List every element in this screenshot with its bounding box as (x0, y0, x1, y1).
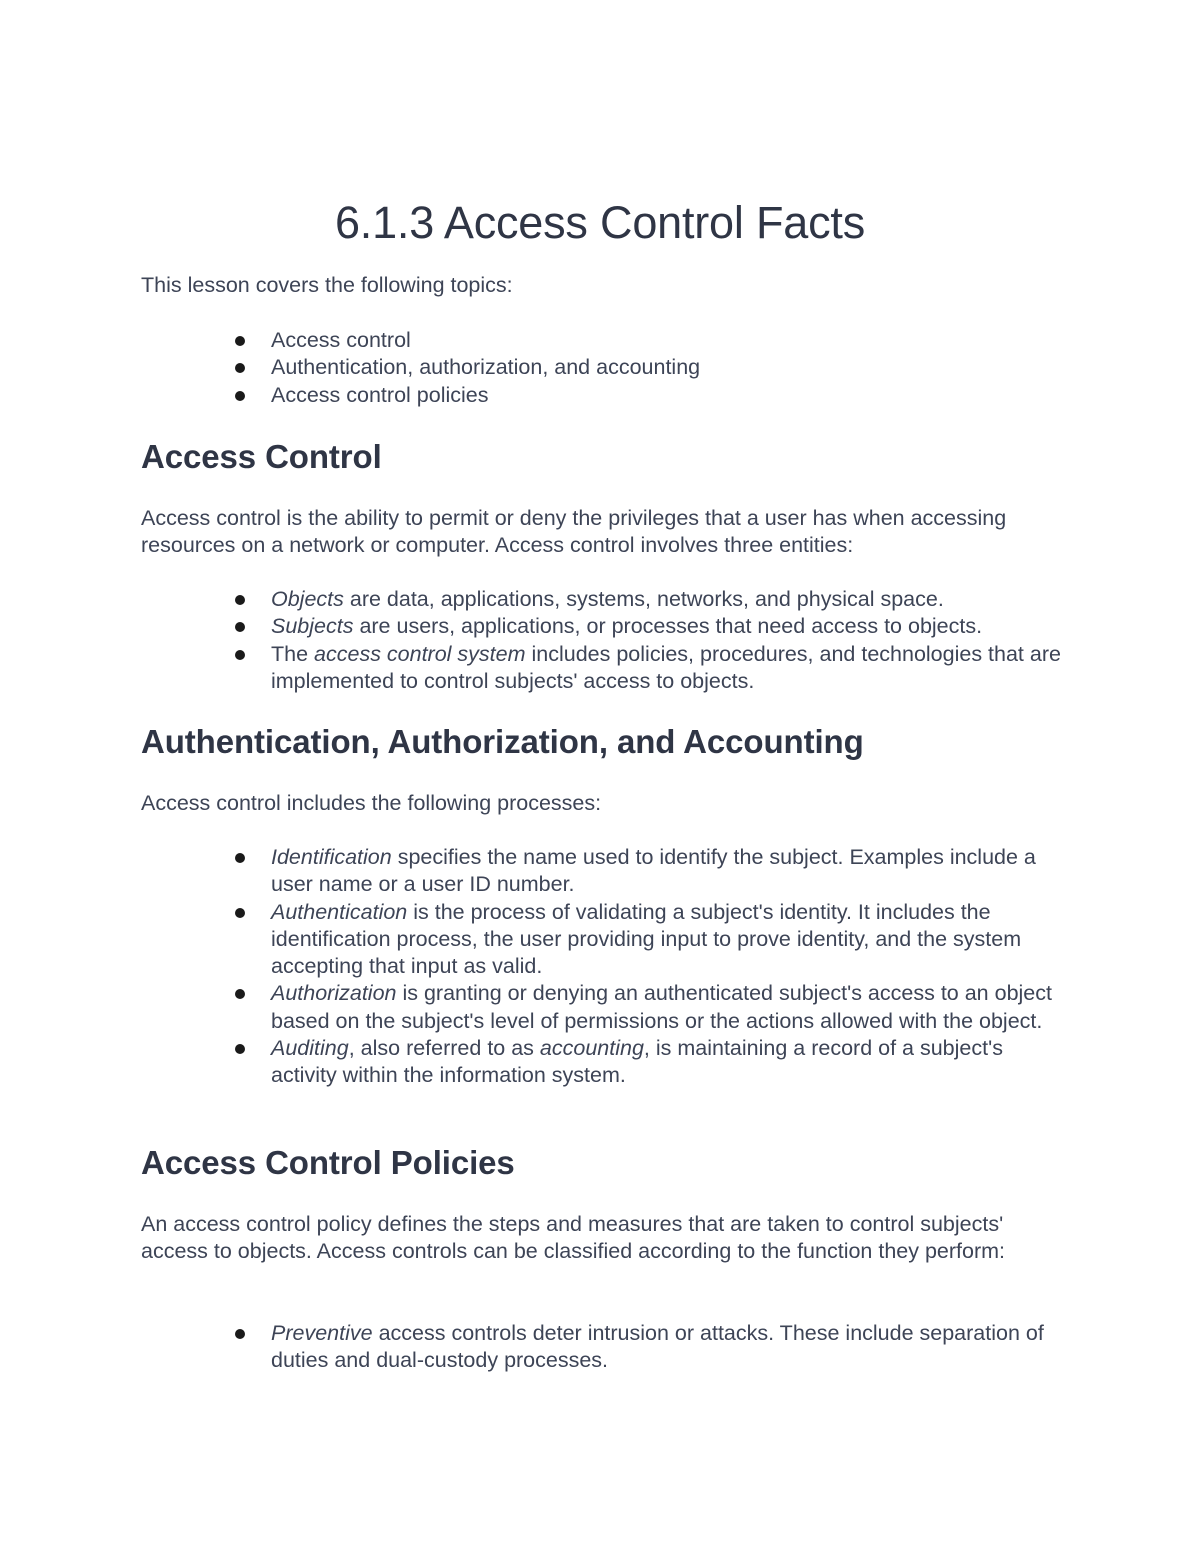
list-item: Authorization is granting or denying an authenticated subject's access to an object based on the subject's level of permissions or the actions allowed with the object. (141, 980, 1066, 1035)
entities-list (141, 586, 1066, 695)
section-heading-access-control: Access Control (141, 438, 382, 475)
term: Authentication (271, 899, 408, 924)
section-paragraph: Access control includes the following processes: (141, 791, 602, 815)
bullet-icon (235, 363, 245, 373)
section-heading-policies: Access Control Policies (141, 1144, 515, 1181)
section-paragraph: An access control policy defines the steps and measures that are taken to control subjects' access to objects. Access controls can be classified according to the function they perform: (141, 1212, 1006, 1264)
list-item: Objects are data, applications, systems, networks, and physical space. (141, 586, 1066, 613)
controls-list (141, 1320, 1066, 1375)
list-item: Auditing, also referred to as accounting, is maintaining a record of a subject's activity within the information system. (141, 1035, 1066, 1090)
term: Preventive (271, 1321, 373, 1345)
bullet-icon (235, 622, 245, 632)
bullet-icon (235, 391, 245, 401)
bullet-icon (235, 853, 245, 863)
list-item: Subjects are users, applications, or processes that need access to objects. (141, 613, 1066, 640)
list-item: Access control (141, 327, 1066, 354)
intro-text: This lesson covers the following topics: (141, 273, 513, 297)
topics-list (141, 327, 1066, 409)
bullet-icon (235, 908, 245, 918)
bullet-icon (235, 336, 245, 346)
list-item: Preventive access controls deter intrusion or attacks. These include separation of duties and dual-custody processes. (141, 1320, 1066, 1375)
term: Objects (271, 587, 344, 611)
bullet-icon (235, 1329, 245, 1339)
term: Auditing (271, 1036, 349, 1061)
term: accounting (539, 1036, 644, 1061)
term: Subjects (271, 614, 354, 639)
list-item: Authentication is the process of validating a subject's identity. It includes the identification process, the user providing input to prove identity, and the system accepting that input as valid. (141, 899, 1066, 981)
processes-list (141, 844, 1066, 1090)
term: Authorization (271, 981, 397, 1006)
bullet-icon (235, 595, 245, 605)
page-title: 6.1.3 Access Control Facts (334, 197, 866, 248)
bullet-icon (235, 989, 245, 999)
term: access control system (314, 641, 526, 666)
section-heading-aaa: Authentication, Authorization, and Accounting (141, 723, 864, 760)
section-paragraph: Access control is the ability to permit or deny the privileges that a user has when accessing resources on a network or computer. Access control involves three entities: (141, 506, 1007, 558)
list-item: Access control policies (141, 382, 1066, 409)
list-item: The access control system includes policies, procedures, and technologies that are implemented to control subjects' access to objects. (141, 641, 1066, 696)
list-item: Authentication, authorization, and accounting (141, 354, 1066, 381)
bullet-icon (235, 1044, 245, 1054)
term: Identification (271, 845, 392, 869)
list-item: Identification specifies the name used to identify the subject. Examples include a user name or a user ID number. (141, 844, 1066, 899)
bullet-icon (235, 650, 245, 660)
